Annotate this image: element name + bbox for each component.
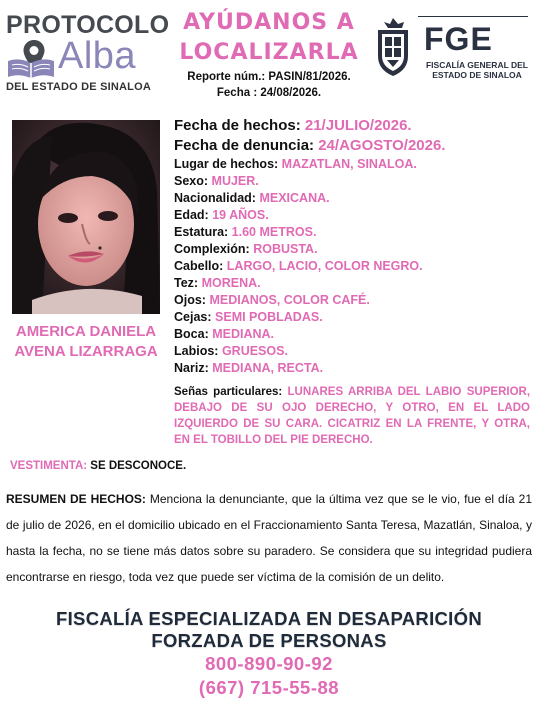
missing-person-photo: [12, 120, 160, 314]
open-book-icon: [6, 57, 56, 79]
summary-of-events: [6, 486, 532, 590]
detail-value: MUJER.: [211, 174, 259, 188]
protocolo-text: PROTOCOLO: [6, 11, 170, 39]
detail-label: Edad:: [174, 208, 209, 222]
detail-label: Nariz:: [174, 361, 209, 375]
detail-label: Lugar de hechos:: [174, 157, 279, 171]
detail-row: [174, 156, 534, 173]
state-text: DEL ESTADO DE SINALOA: [6, 81, 151, 93]
senas-value: LUNARES ARRIBA DEL LABIO SUPERIOR, DEBAJO DE SU OJO DERECHO, Y OTRO, EN EL LADO IZQUIERDO DE SU CARA. CICATRIZ EN LA FRENTE, Y OTRA, EN EL TOBILLO DEL PIE DERECHO.: [174, 386, 531, 446]
detail-row: [174, 258, 534, 275]
resumen-label: RESUMEN DE HECHOS:: [6, 492, 146, 506]
detail-label: Cabello:: [174, 259, 224, 273]
clothing: [10, 458, 186, 474]
footer: [0, 608, 538, 700]
detail-row: [174, 116, 534, 136]
detail-value: 24/AGOSTO/2026.: [318, 137, 446, 154]
detail-value: MEDIANA, RECTA.: [212, 361, 324, 375]
detail-label: Cejas:: [174, 310, 212, 324]
alba-word: Alba: [58, 35, 137, 77]
detail-value: 21/JULIO/2026.: [304, 117, 412, 134]
detail-value: MEXICANA.: [259, 191, 330, 205]
phone-local[interactable]: (667) 715-55-88: [198, 677, 340, 698]
detail-row: [174, 292, 534, 309]
detail-row: [174, 309, 534, 326]
detail-row: [174, 190, 534, 207]
agency-line2: FORZADA DE PERSONAS: [151, 630, 387, 651]
person-details: [174, 116, 534, 377]
phone-toll-free[interactable]: 800-890-90-92: [205, 653, 333, 674]
detail-value: MAZATLAN, SINALOA.: [281, 157, 417, 171]
detail-value: ROBUSTA.: [253, 242, 318, 256]
detail-label: Complexión:: [174, 242, 250, 256]
detail-label: Sexo:: [174, 174, 209, 188]
detail-label: Tez:: [174, 276, 199, 290]
detail-value: 1.60 METROS.: [231, 225, 317, 239]
fge-logo: [372, 14, 532, 90]
detail-row: [174, 326, 534, 343]
detail-row: [174, 343, 534, 360]
agency-line1: FISCALÍA ESPECIALIZADA EN DESAPARICIÓN: [56, 608, 482, 629]
fge-subtitle-line1: FISCALÍA GENERAL DEL: [425, 60, 528, 70]
detail-value: SEMI POBLADAS.: [215, 310, 323, 324]
detail-label: Fecha de hechos:: [174, 117, 301, 134]
state-seal-icon: [374, 16, 412, 78]
fge-subtitle-line2: ESTADO DE SINALOA: [432, 70, 522, 80]
senas-label: Señas particulares:: [174, 386, 283, 398]
report-date: Fecha : 24/08/2026.: [216, 87, 322, 99]
vestimenta-value: SE DESCONOCE.: [90, 460, 187, 472]
vestimenta-label: VESTIMENTA:: [10, 460, 88, 472]
detail-label: Boca:: [174, 327, 209, 341]
person-name-line2: AVENA LIZARRAGA: [14, 343, 158, 360]
person-name-line1: AMERICA DANIELA: [15, 323, 157, 340]
resumen-text: Menciona la denunciante, que la última vez que se le vio, fue el día 21 de julio de 2026, en el domicilio ubicado en el Fraccionamiento Santa Teresa, Mazatlán, Sinaloa, y hasta la fecha, no se tiene más datos sobre su paradero. Se considera que su integridad pudiera encontrarse en riesgo, toda vez que puede ser víctima de la comisión de un delito.: [6, 492, 532, 584]
portrait-image: [12, 120, 160, 314]
header: [0, 0, 538, 108]
distinguishing-marks: [174, 384, 530, 448]
detail-value: LARGO, LACIO, COLOR NEGRO.: [226, 259, 423, 273]
detail-label: Ojos:: [174, 293, 206, 307]
detail-value: MEDIANOS, COLOR CAFÉ.: [209, 293, 370, 307]
header-center: [172, 8, 366, 100]
detail-label: Estatura:: [174, 225, 229, 239]
detail-row: [174, 241, 534, 258]
detail-row: [174, 173, 534, 190]
protocolo-alba-logo: [6, 12, 168, 93]
detail-label: Nacionalidad:: [174, 191, 256, 205]
detail-row: [174, 207, 534, 224]
detail-label: Fecha de denuncia:: [174, 137, 315, 154]
detail-value: GRUESOS.: [221, 344, 288, 358]
detail-row: [174, 360, 534, 377]
fge-title: FGE: [424, 21, 493, 57]
fge-divider: [418, 16, 528, 17]
detail-value: MEDIANA.: [212, 327, 275, 341]
detail-row: [174, 136, 534, 156]
detail-row: [174, 275, 534, 292]
alba-row: [6, 35, 168, 79]
detail-row: [174, 224, 534, 241]
headline-line1: AYÚDANOS A: [183, 10, 355, 35]
fge-subtitle: [422, 60, 532, 80]
headline-line2: LOCALIZARLA: [179, 40, 359, 65]
report-number: Reporte núm.: PASIN/81/2026.: [187, 71, 351, 83]
detail-value: MORENA.: [201, 276, 261, 290]
detail-value: 19 AÑOS.: [212, 208, 269, 222]
detail-label: Labios:: [174, 344, 219, 358]
person-name: [4, 322, 168, 362]
